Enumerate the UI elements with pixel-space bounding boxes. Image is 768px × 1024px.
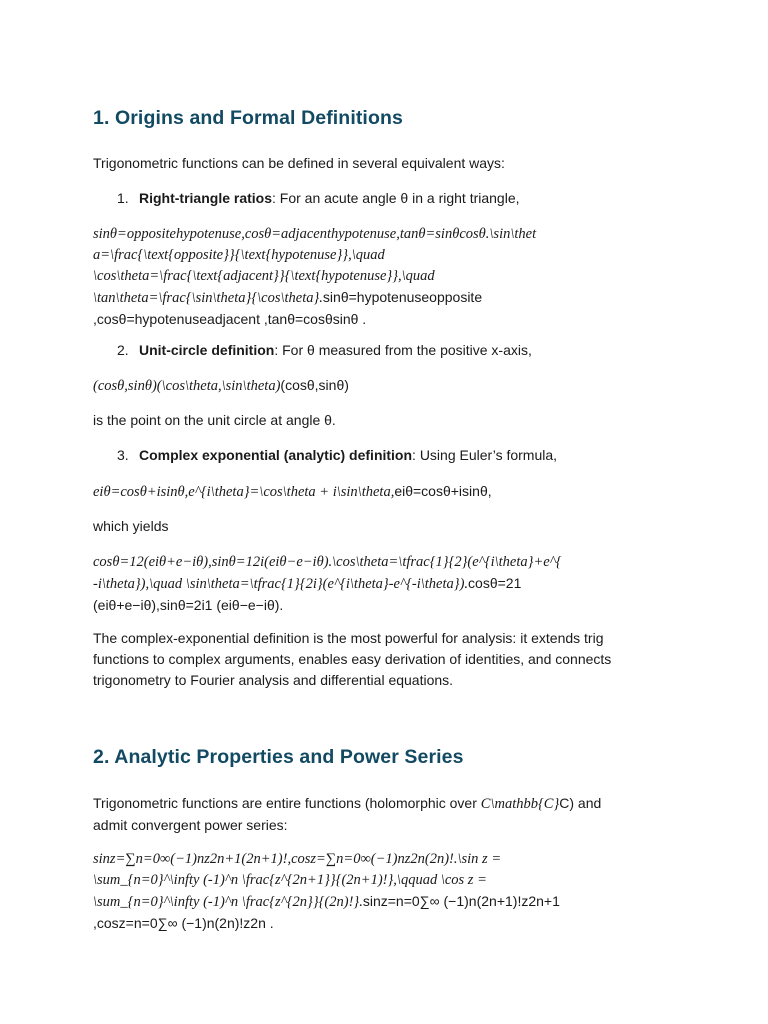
math-plain: sinθ=hypotenuseopposite bbox=[322, 289, 483, 305]
math-italic: eiθ=cos⁡θ+isin⁡θ,e^{i\theta}=\cos\theta + i\sin\theta, bbox=[93, 484, 395, 500]
math-line: sin⁡z=∑n=0∞(−1)nz2n+1(2n+1)!,cos⁡z=∑n=0∞(−1)nz2n(2n)!.\sin z = bbox=[93, 851, 502, 867]
math-line bbox=[93, 287, 683, 309]
math-italic: \sum_{n=0}^\infty (-1)^n \frac{z^{2n}}{(2n)!}. bbox=[93, 894, 363, 910]
section-2-intro bbox=[93, 793, 683, 836]
math-line: (eiθ+e−iθ),sinθ=2i1 (eiθ−e−iθ). bbox=[93, 597, 284, 613]
math-line: \cos\theta=\frac{\text{adjacent}}{\text{hypotenuse}},\quad bbox=[93, 268, 435, 284]
math-block-power-series bbox=[93, 849, 683, 934]
list-item-1 bbox=[93, 188, 707, 209]
math-plain: cosθ=21 bbox=[468, 575, 522, 591]
list-item-1-label: Right-triangle ratios bbox=[139, 190, 273, 206]
list-item-3-number: 3. bbox=[117, 447, 129, 463]
math-line: \sum_{n=0}^\infty (-1)^n \frac{z^{2n+1}}{(2n+1)!},\qquad \cos z = bbox=[93, 872, 487, 888]
math-line: ,cosz=n=0∑∞ (−1)n(2n)!z2n . bbox=[93, 915, 274, 931]
math-italic: C\mathbb{C} bbox=[480, 796, 560, 812]
list-item-1-text: : For an acute angle θ in a right triangle, bbox=[272, 190, 520, 206]
paragraph-line: The complex-exponential definition is the most powerful for analysis: it extends trig bbox=[93, 630, 604, 646]
math-line: sin⁡θ=oppositehypotenuse,cos⁡θ=adjacenthypotenuse,tan⁡θ=sin⁡θcos⁡θ.\sin\thet bbox=[93, 226, 537, 242]
math-plain: sinz=n=0∑∞ (−1)n(2n+1)!z2n+1 bbox=[362, 893, 560, 909]
math-block-euler-identities bbox=[93, 552, 683, 616]
list-item-2-number: 2. bbox=[117, 342, 129, 358]
section-1-heading: 1. Origins and Formal Definitions bbox=[93, 107, 403, 129]
unit-circle-note: is the point on the unit circle at angle θ. bbox=[93, 412, 336, 428]
math-line: ,cosθ=hypotenuseadjacent ,tanθ=cosθsinθ . bbox=[93, 311, 367, 327]
paragraph-line: admit convergent power series: bbox=[93, 817, 288, 833]
section-1-intro: Trigonometric functions can be defined in several equivalent ways: bbox=[93, 155, 505, 171]
intro-text: C) and bbox=[559, 795, 602, 811]
math-unit-circle bbox=[93, 375, 683, 397]
paragraph-line: functions to complex arguments, enables easy derivation of identities, and connects bbox=[93, 651, 612, 667]
math-block-triangle bbox=[93, 224, 683, 330]
list-item-2-label: Unit-circle definition bbox=[139, 342, 275, 358]
intro-text: Trigonometric functions are entire functions (holomorphic over bbox=[93, 795, 481, 811]
math-plain: (cosθ,sinθ) bbox=[280, 377, 349, 393]
math-line bbox=[93, 891, 683, 913]
math-italic: (cos⁡θ,sin⁡θ)(\cos\theta,\sin\theta) bbox=[93, 378, 281, 394]
math-italic: -i\theta}),\quad \sin\theta=\tfrac{1}{2i}(e^{i\theta}-e^{-i\theta}). bbox=[93, 576, 469, 592]
section-2-heading: 2. Analytic Properties and Power Series bbox=[93, 746, 464, 768]
math-line: cos⁡θ=12(eiθ+e−iθ),sin⁡θ=12i(eiθ−e−iθ).\cos\theta=\tfrac{1}{2}(e^{i\theta}+e^{ bbox=[93, 554, 562, 570]
section-1-closing-paragraph bbox=[93, 628, 683, 691]
list-item-2 bbox=[93, 340, 707, 361]
list-item-3-label: Complex exponential (analytic) definition bbox=[139, 447, 413, 463]
list-item-1-number: 1. bbox=[117, 190, 129, 206]
which-yields-text: which yields bbox=[93, 518, 169, 534]
math-euler bbox=[93, 481, 683, 503]
paragraph-line: trigonometry to Fourier analysis and differential equations. bbox=[93, 672, 454, 688]
list-item-2-text: : For θ measured from the positive x-axis, bbox=[274, 342, 532, 358]
list-item-3-text: : Using Euler’s formula, bbox=[412, 447, 558, 463]
math-line: a=\frac{\text{opposite}}{\text{hypotenuse}},\quad bbox=[93, 247, 385, 263]
math-plain: eiθ=cosθ+isinθ, bbox=[394, 483, 492, 499]
list-item-3 bbox=[93, 445, 707, 466]
paragraph-line bbox=[93, 793, 683, 815]
math-italic: \tan\theta=\frac{\sin\theta}{\cos\theta}. bbox=[93, 290, 323, 306]
math-line bbox=[93, 573, 683, 595]
